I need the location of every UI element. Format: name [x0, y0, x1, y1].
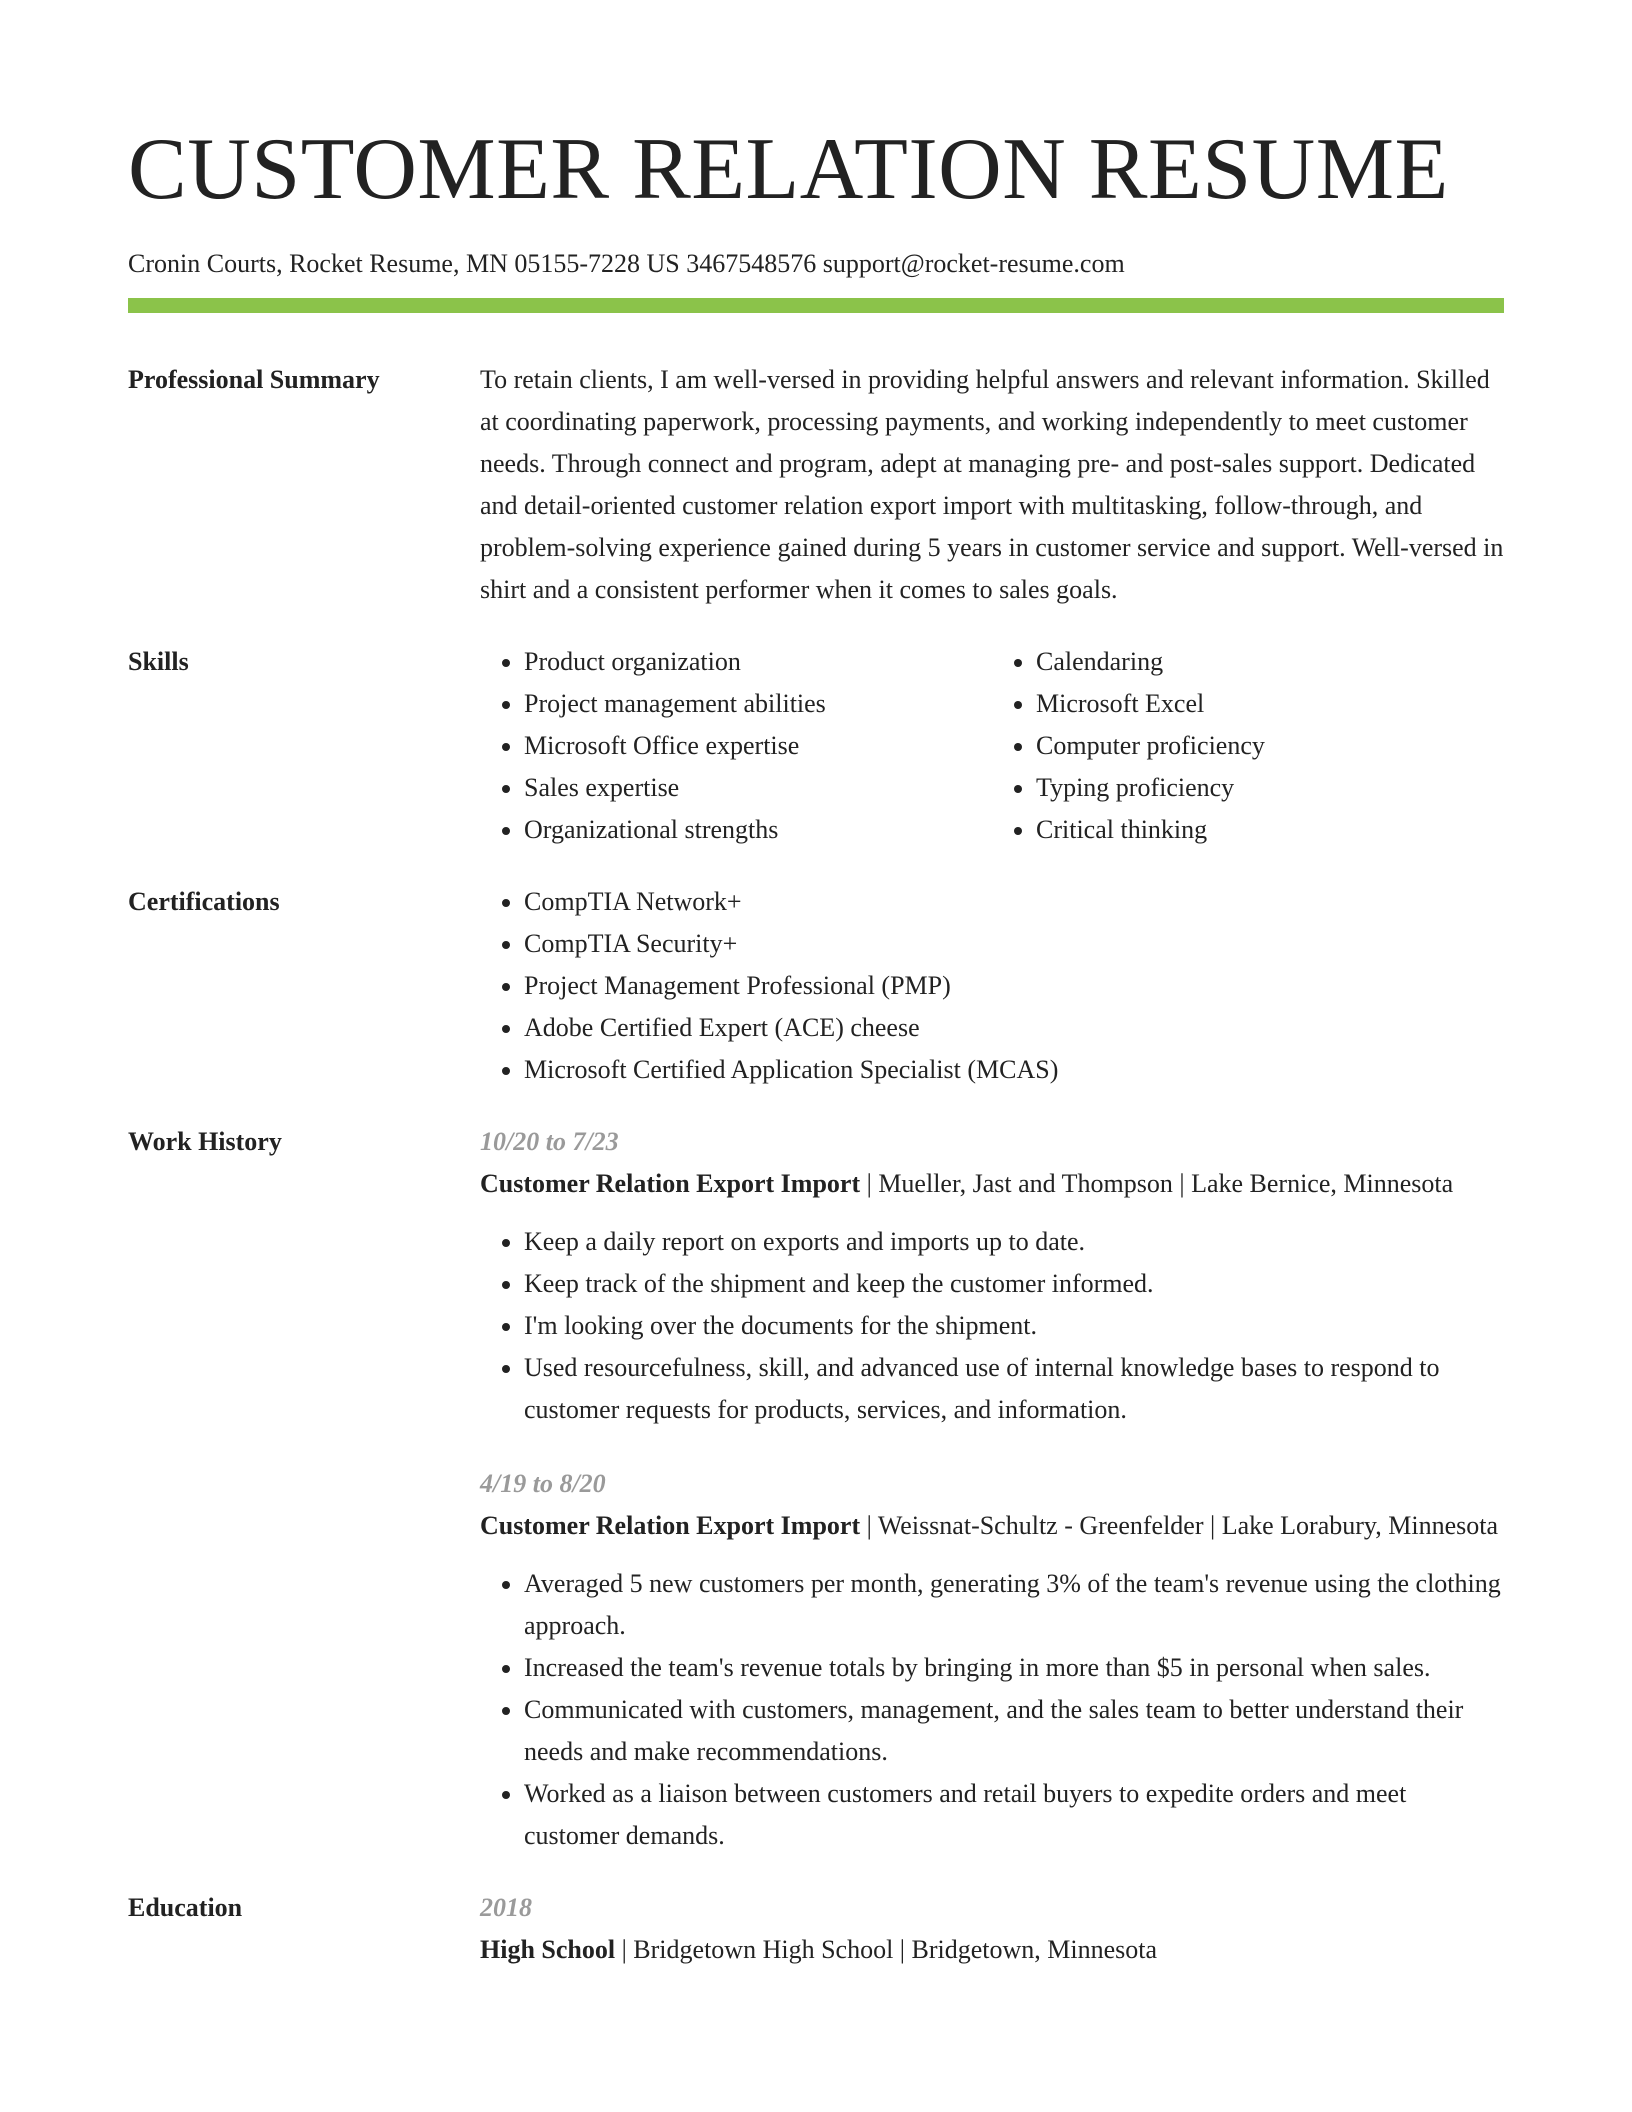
resume-page	[128, 0, 1504, 1971]
certifications-label: Certifications	[128, 887, 280, 916]
skills-content	[480, 641, 1504, 851]
certification-item: • Adobe Certified Expert (ACE) cheese	[524, 1007, 1504, 1049]
job-heading	[480, 1163, 1504, 1205]
skill-item: • Calendaring	[1036, 641, 1504, 683]
certification-item: • CompTIA Network+	[524, 881, 1504, 923]
job-dates: 10/20 to 7/23	[480, 1127, 619, 1156]
skill-item: • Product organization	[524, 641, 992, 683]
resume-title: CUSTOMER RELATION RESUME	[128, 121, 1449, 218]
skill-item: • Project management abilities	[524, 683, 992, 725]
work-history-label: Work History	[128, 1127, 282, 1156]
work-history-section	[128, 1121, 1504, 1857]
job-bullet: • Communicated with customers, management, and the sales team to better understand their needs and make recommendations.	[524, 1689, 1504, 1773]
certification-item: • Project Management Professional (PMP)	[524, 965, 1504, 1007]
education-dates: 2018	[480, 1893, 532, 1922]
skill-item: • Computer proficiency	[1036, 725, 1504, 767]
summary-content	[480, 359, 1504, 611]
education-label: Education	[128, 1893, 243, 1922]
header-divider	[128, 298, 1504, 313]
education-details: | Bridgetown High School | Bridgetown, Minnesota	[615, 1935, 1158, 1964]
job-bullets	[480, 1563, 1504, 1857]
job-title: Customer Relation Export Import	[480, 1511, 861, 1540]
summary-label: Professional Summary	[128, 365, 380, 394]
skills-list-col2	[992, 641, 1504, 851]
skills-section	[128, 641, 1504, 851]
job-entry	[480, 1121, 1504, 1431]
job-dates: 4/19 to 8/20	[480, 1469, 606, 1498]
summary-section	[128, 359, 1504, 611]
job-bullet: • Averaged 5 new customers per month, generating 3% of the team's revenue using the clothing approach.	[524, 1563, 1504, 1647]
job-bullet: • Increased the team's revenue totals by bringing in more than $5 in personal when sales.	[524, 1647, 1504, 1689]
job-details: | Weissnat-Schultz - Greenfelder | Lake Lorabury, Minnesota	[860, 1511, 1498, 1540]
job-bullet: • Keep a daily report on exports and imports up to date.	[524, 1221, 1504, 1263]
certifications-list	[480, 881, 1504, 1091]
education-heading	[480, 1929, 1504, 1971]
job-entry	[480, 1463, 1504, 1857]
skill-item: • Typing proficiency	[1036, 767, 1504, 809]
job-bullet: • Used resourcefulness, skill, and advanced use of internal knowledge bases to respond to customer requests for products, services, and information.	[524, 1347, 1504, 1431]
job-bullet: • Keep track of the shipment and keep the customer informed.	[524, 1263, 1504, 1305]
contact-line: Cronin Courts, Rocket Resume, MN 05155-7228 US 3467548576 support@rocket-resume.com	[128, 249, 1125, 278]
certifications-content	[480, 881, 1504, 1091]
job-bullets	[480, 1221, 1504, 1431]
job-details: | Mueller, Jast and Thompson | Lake Bernice, Minnesota	[860, 1169, 1454, 1198]
work-history-content	[480, 1121, 1504, 1857]
skill-item: • Critical thinking	[1036, 809, 1504, 851]
education-content	[480, 1887, 1504, 1971]
summary-text: To retain clients, I am well-versed in providing helpful answers and relevant information. Skilled at coordinating paperwork, processing payments, and working independently to meet customer needs. Through connect and program, adept at managing pre- and post-sales support. Dedicated and detail-oriented customer relation export import with multitasking, follow-through, and problem-solving experience gained during 5 years in customer service and support. Well-versed in shirt and a consistent performer when it comes to sales goals.	[480, 365, 1504, 604]
job-title: Customer Relation Export Import	[480, 1169, 861, 1198]
skill-item: • Microsoft Excel	[1036, 683, 1504, 725]
skills-label: Skills	[128, 647, 189, 676]
job-heading	[480, 1505, 1504, 1547]
certification-item: • CompTIA Security+	[524, 923, 1504, 965]
skill-item: • Sales expertise	[524, 767, 992, 809]
certifications-section	[128, 881, 1504, 1091]
education-section	[128, 1887, 1504, 1971]
skills-list-col1	[480, 641, 992, 851]
education-degree: High School	[480, 1935, 616, 1964]
certification-item: • Microsoft Certified Application Specialist (MCAS)	[524, 1049, 1504, 1091]
skill-item: • Microsoft Office expertise	[524, 725, 992, 767]
job-bullet: • I'm looking over the documents for the shipment.	[524, 1305, 1504, 1347]
job-bullet: • Worked as a liaison between customers and retail buyers to expedite orders and meet customer demands.	[524, 1773, 1504, 1857]
skill-item: • Organizational strengths	[524, 809, 992, 851]
